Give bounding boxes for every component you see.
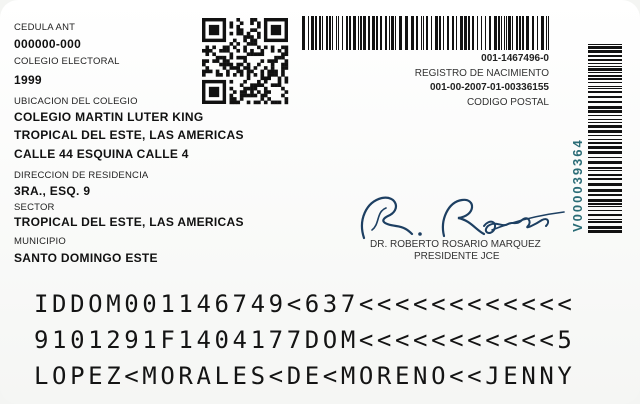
sector-value: TROPICAL DEL ESTE, LAS AMERICAS <box>14 215 244 229</box>
colegio-label: COLEGIO ELECTORAL <box>14 56 120 67</box>
colegio-value: 1999 <box>14 73 42 87</box>
municipio-value: SANTO DOMINGO ESTE <box>14 251 158 265</box>
signer-name: DR. ROBERTO ROSARIO MARQUEZ <box>370 239 541 250</box>
registro-label: REGISTRO DE NACIMIENTO <box>414 68 549 79</box>
registro-barcode <box>302 16 554 50</box>
registro-number: 001-1467496-0 <box>481 53 549 64</box>
qr-code <box>202 18 288 104</box>
mrz-line-1: IDDOM001146749<637<<<<<<<<<<<< <box>34 290 576 318</box>
postal-label: CODIGO POSTAL <box>466 97 549 108</box>
direccion-label: DIRECCION DE RESIDENCIA <box>14 170 149 181</box>
cedula-value: 000000-000 <box>14 37 82 51</box>
registro-code: 001-00-2007-01-00336155 <box>430 82 549 93</box>
signer-title: PRESIDENTE JCE <box>414 251 500 262</box>
mrz-line-3: LOPEZ<MORALES<DE<MORENO<<JENNY <box>34 362 576 390</box>
ubicacion-line-1: COLEGIO MARTIN LUTER KING <box>14 110 204 124</box>
ubicacion-line-3: CALLE 44 ESQUINA CALLE 4 <box>14 147 189 161</box>
mrz-line-2: 9101291F1404177DOM<<<<<<<<<<<5 <box>34 326 576 354</box>
cedula-label: CEDULA ANT <box>14 22 76 33</box>
serial-number-vertical: V000039364 <box>570 138 585 232</box>
municipio-label: MUNICIPIO <box>14 236 66 247</box>
serial-barcode <box>588 44 622 238</box>
direccion-value: 3RA., ESQ. 9 <box>14 184 91 198</box>
signature <box>352 190 568 242</box>
ubicacion-line-2: TROPICAL DEL ESTE, LAS AMERICAS <box>14 128 244 142</box>
sector-label: SECTOR <box>14 202 55 213</box>
ubicacion-label: UBICACION DEL COLEGIO <box>14 96 138 107</box>
